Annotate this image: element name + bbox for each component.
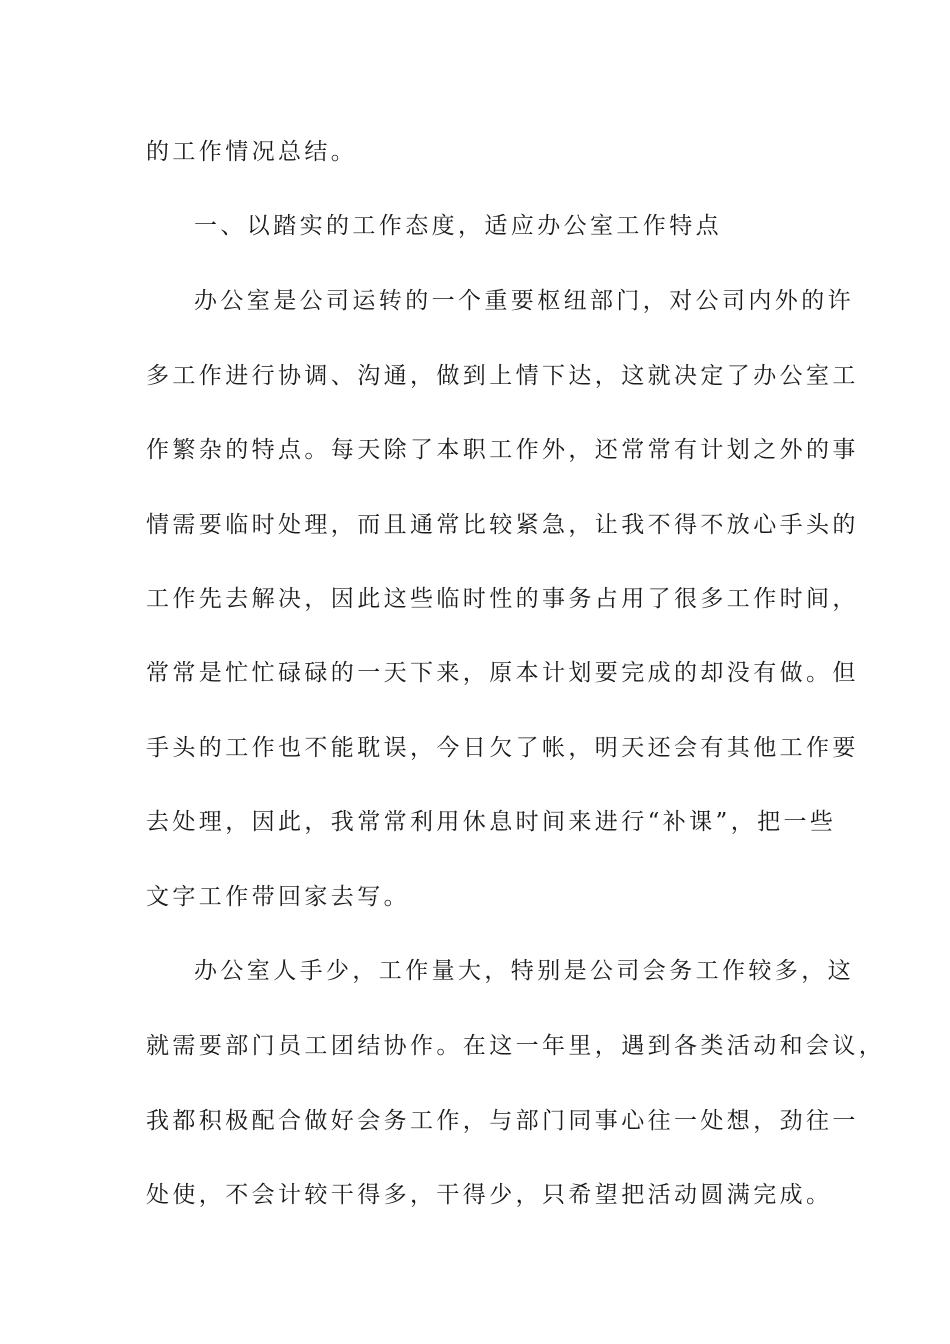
text-line: 就需要部门员工团结协作。在这一年里，遇到各类活动和会议， xyxy=(146,1033,886,1059)
text-line: 去处理，因此，我常常利用休息时间来进行“补课”，把一些 xyxy=(146,809,837,835)
text-line: 的工作情况总结。 xyxy=(146,139,358,165)
text-line: 手头的工作也不能耽误，今日欠了帐，明天还会有其他工作要 xyxy=(146,735,859,761)
text-line: 多工作进行协调、沟通，做到上情下达，这就决定了办公室工 xyxy=(146,363,859,389)
text-line: 工作先去解决，因此这些临时性的事务占用了很多工作时间， xyxy=(146,586,859,612)
text-line: 常常是忙忙碌碌的一天下来，原本计划要完成的却没有做。但 xyxy=(146,660,859,686)
text-line: 处使，不会计较干得多，干得少，只希望把活动圆满完成。 xyxy=(146,1182,833,1208)
text-line: 文字工作带回家去写。 xyxy=(146,884,410,910)
text-line: 我都积极配合做好会务工作，与部门同事心往一处想，劲往一 xyxy=(146,1108,859,1134)
text-line: 情需要临时处理，而且通常比较紧急，让我不得不放心手头的 xyxy=(146,512,859,538)
section-heading: 一、以踏实的工作态度，适应办公室工作特点 xyxy=(194,213,722,239)
text-line: 办公室是公司运转的一个重要枢纽部门，对公司内外的许 xyxy=(194,288,854,314)
text-line: 作繁杂的特点。每天除了本职工作外，还常常有计划之外的事 xyxy=(146,437,859,463)
text-line: 办公室人手少，工作量大，特别是公司会务工作较多，这 xyxy=(194,958,854,984)
